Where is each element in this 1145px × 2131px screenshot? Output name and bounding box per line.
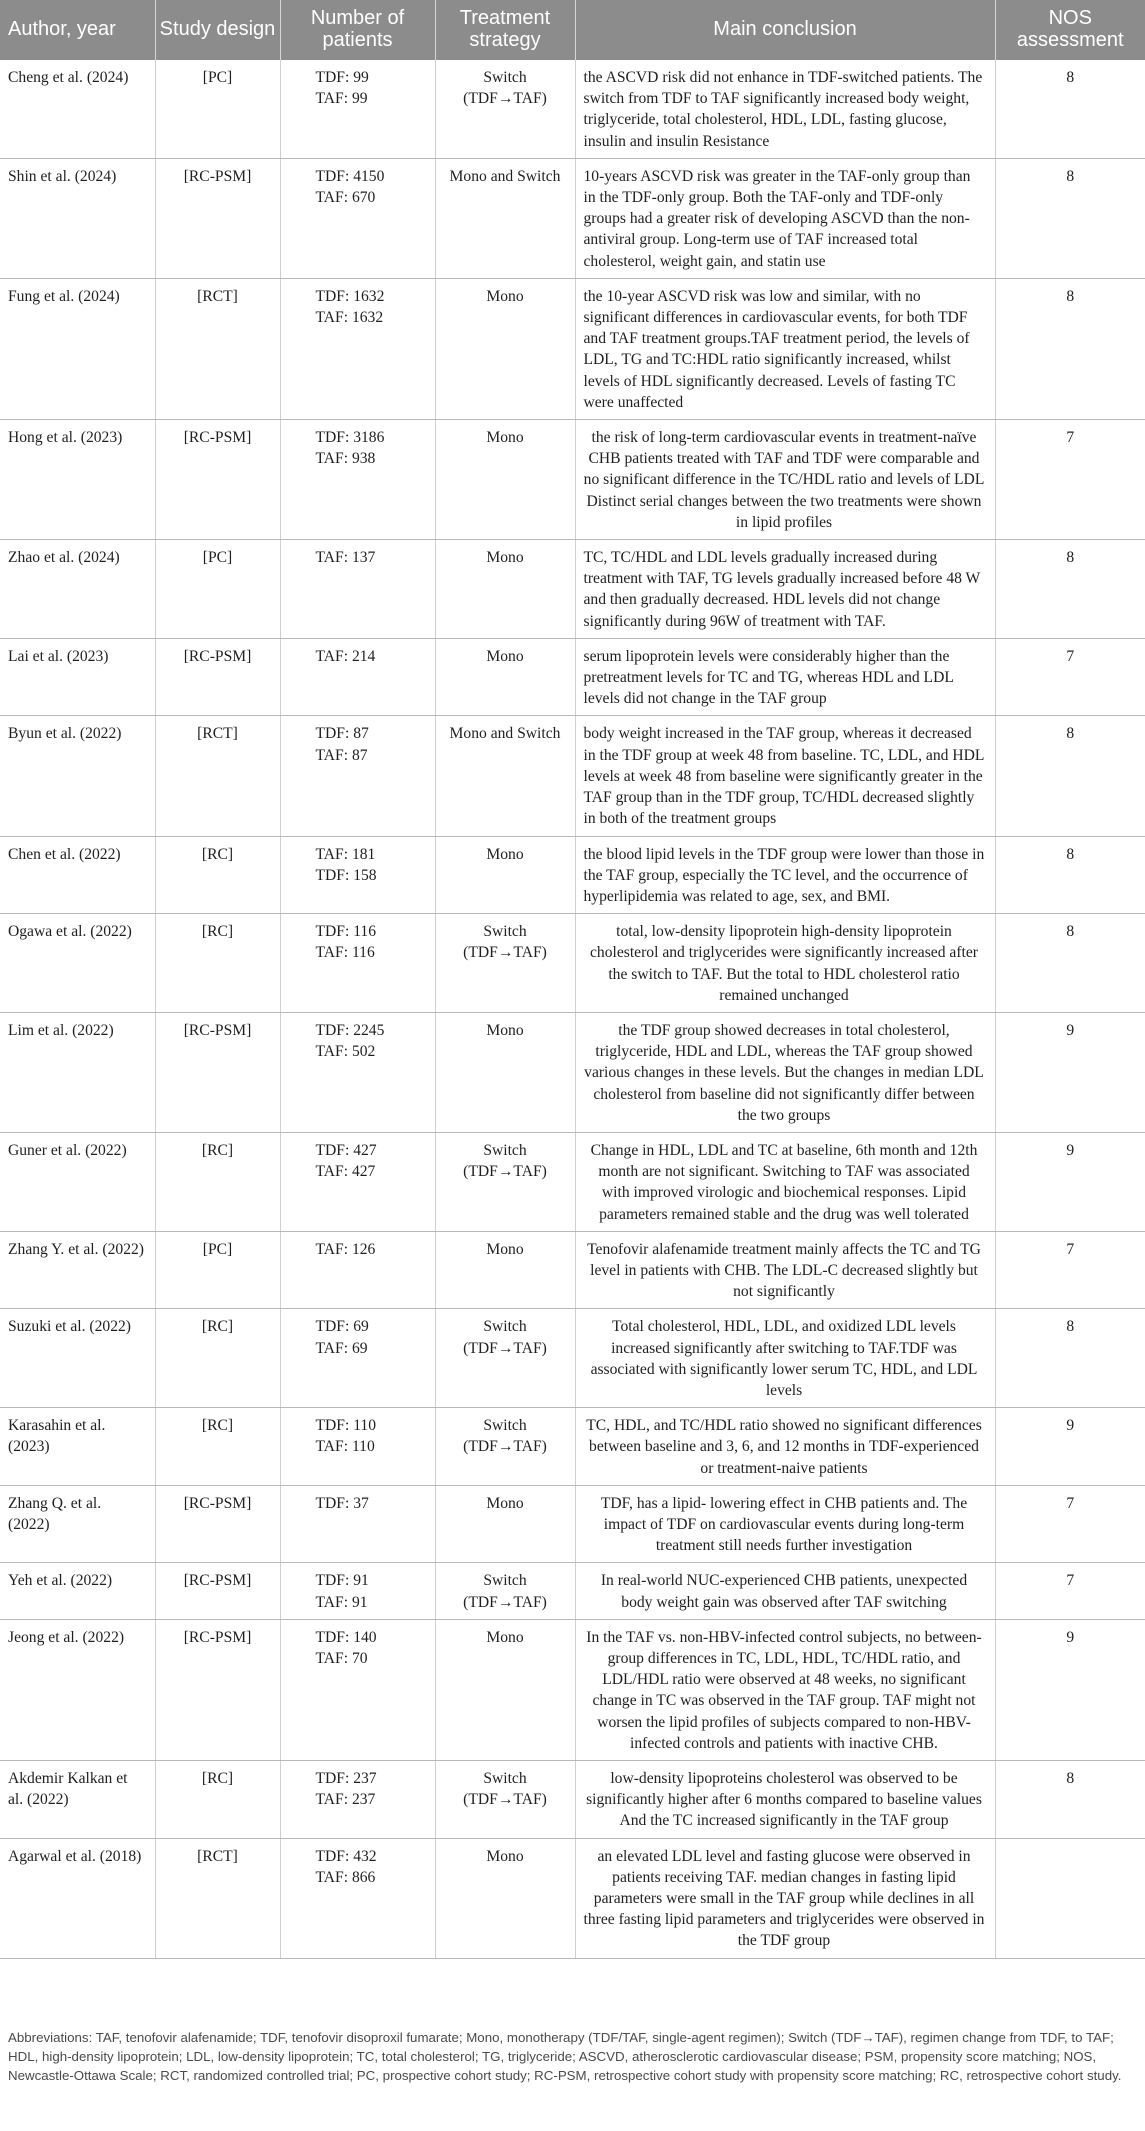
table-row	[0, 836, 1145, 914]
patient-count: TAF: 116	[315, 944, 375, 962]
cell-main-conclusion: TC, HDL, and TC/HDL ratio showed no significant differences between baseline and 3, 6, and 12 months in TDF-experienced or treatment-naive patients	[575, 1408, 995, 1486]
patient-count: TAF: 91	[315, 1593, 368, 1611]
table-row	[0, 1619, 1145, 1760]
cell-main-conclusion: low-density lipoproteins cholesterol was observed to be significantly higher after 6 months compared to baseline values And the TC increased significantly in the TAF group	[575, 1761, 995, 1839]
patient-count: TDF: 237	[315, 1770, 377, 1788]
header-author: Author, year	[0, 0, 155, 60]
table-row	[0, 1132, 1145, 1231]
cell-number-of-patients	[280, 1838, 435, 1958]
patient-count: TDF: 87	[315, 725, 369, 743]
cell-author: Guner et al. (2022)	[0, 1132, 155, 1231]
table-row	[0, 1012, 1145, 1132]
cell-main-conclusion: the TDF group showed decreases in total cholesterol, triglyceride, HDL and LDL, whereas the TAF group showed various changes in these levels. But the changes in median LDL cholesterol from baseline did not significantly differ between the two groups	[575, 1012, 995, 1132]
cell-treatment-strategy: Mono	[435, 278, 575, 419]
table-row	[0, 638, 1145, 716]
cell-treatment-strategy: Mono	[435, 420, 575, 540]
cell-treatment-strategy: Mono	[435, 1619, 575, 1760]
cell-author: Zhang Q. et al. (2022)	[0, 1485, 155, 1563]
cell-treatment-strategy: Mono	[435, 1012, 575, 1132]
cell-nos-assessment: 7	[995, 420, 1145, 540]
patient-count: TDF: 140	[315, 1628, 377, 1646]
cell-main-conclusion: serum lipoprotein levels were considerably higher than the pretreatment levels for TC and TG, whereas HDL and LDL levels did not change in the TAF group	[575, 638, 995, 716]
cell-number-of-patients	[280, 1485, 435, 1563]
patient-count: TAF: 99	[315, 90, 368, 108]
cell-study-design: [RC]	[155, 836, 280, 914]
cell-number-of-patients	[280, 278, 435, 419]
cell-main-conclusion: the blood lipid levels in the TDF group were lower than those in the TAF group, especially the TC level, and the occurrence of hyperlipidemia was related to age, sex, and BMI.	[575, 836, 995, 914]
patient-count: TDF: 99	[315, 69, 369, 86]
cell-number-of-patients	[280, 1012, 435, 1132]
patient-count: TAF: 181	[315, 845, 376, 863]
cell-main-conclusion: 10-years ASCVD risk was greater in the TAF-only group than in the TDF-only group. Both the TAF-only and TDF-only groups had a greater risk of developing ASCVD than the non-antiviral group. Long-term use of TAF increased total cholesterol, weight gain, and statin use	[575, 158, 995, 278]
patient-count: TDF: 432	[315, 1847, 377, 1865]
patient-count: TAF: 237	[315, 1791, 376, 1809]
cell-main-conclusion: an elevated LDL level and fasting glucose were observed in patients receiving TAF. median changes in fasting lipid parameters were small in the TAF group while declines in all three fasting lipid parameters and triglycerides were observed in the TDF group	[575, 1838, 995, 1958]
patient-count: TAF: 110	[315, 1438, 375, 1456]
cell-author: Lim et al. (2022)	[0, 1012, 155, 1132]
patient-count: TAF: 938	[315, 450, 376, 468]
cell-author: Jeong et al. (2022)	[0, 1619, 155, 1760]
cell-number-of-patients	[280, 420, 435, 540]
cell-author: Zhang Y. et al. (2022)	[0, 1231, 155, 1309]
cell-study-design: [RC-PSM]	[155, 158, 280, 278]
cell-author: Chen et al. (2022)	[0, 836, 155, 914]
cell-nos-assessment: 8	[995, 914, 1145, 1013]
cell-nos-assessment: 8	[995, 1761, 1145, 1839]
patient-count: TDF: 427	[315, 1141, 377, 1159]
patient-count: TAF: 502	[315, 1043, 376, 1061]
cell-number-of-patients	[280, 1619, 435, 1760]
cell-author: Hong et al. (2023)	[0, 420, 155, 540]
cell-main-conclusion: the 10-year ASCVD risk was low and similar, with no significant differences in cardiovascular events, for both TDF and TAF treatment groups.TAF treatment period, the levels of LDL, TG and TC:HDL ratio significantly increased, whilst levels of HDL significantly decreased. Levels of fasting TC were unaffected	[575, 278, 995, 419]
patient-count: TDF: 2245	[315, 1021, 385, 1039]
cell-study-design: [RC]	[155, 1309, 280, 1408]
cell-number-of-patients	[280, 1761, 435, 1839]
cell-nos-assessment: 8	[995, 716, 1145, 836]
table-row	[0, 1408, 1145, 1486]
cell-treatment-strategy: Mono	[435, 1231, 575, 1309]
cell-study-design: [RC]	[155, 1761, 280, 1839]
cell-nos-assessment: 9	[995, 1012, 1145, 1132]
cell-treatment-strategy: Switch (TDF→TAF)	[435, 1408, 575, 1486]
cell-study-design: [RCT]	[155, 1838, 280, 1958]
table-row	[0, 278, 1145, 419]
cell-number-of-patients	[280, 540, 435, 639]
patient-count: TAF: 69	[315, 1339, 368, 1357]
patient-count: TDF: 4150	[315, 167, 385, 185]
abbreviations-footnote: Abbreviations: TAF, tenofovir alafenamide; TDF, tenofovir disoproxil fumarate; Mono, monotherapy (TDF/TAF, single-agent regimen); Switch (TDF→TAF), regimen change from TDF, to TAF; HDL, high-density lipoprotein; LDL, low-density lipoprotein; TC, total cholesterol; TG, triglyceride; ASCVD, atherosclerotic cardiovascular disease; PSM, propensity score matching; NOS, Newcastle-Ottawa Scale; RCT, randomized controlled trial; PC, prospective cohort study; RC-PSM, retrospective cohort study with propensity score matching; RC, retrospective cohort study.	[8, 2030, 1122, 2083]
patient-count: TAF: 137	[315, 549, 376, 567]
cell-author: Shin et al. (2024)	[0, 158, 155, 278]
cell-study-design: [RC-PSM]	[155, 638, 280, 716]
cell-treatment-strategy: Mono	[435, 638, 575, 716]
patient-count: TAF: 126	[315, 1240, 376, 1258]
cell-study-design: [RC-PSM]	[155, 1563, 280, 1619]
cell-nos-assessment: 7	[995, 1485, 1145, 1563]
patient-count: TAF: 427	[315, 1163, 376, 1181]
cell-author: Ogawa et al. (2022)	[0, 914, 155, 1013]
header-study-design: Study design	[155, 0, 280, 60]
patient-count: TDF: 110	[315, 1417, 377, 1435]
cell-study-design: [RCT]	[155, 278, 280, 419]
cell-main-conclusion: In real-world NUC-experienced CHB patients, unexpected body weight gain was observed after TAF switching	[575, 1563, 995, 1619]
table-row	[0, 1485, 1145, 1563]
table-row	[0, 1563, 1145, 1619]
table-row	[0, 1838, 1145, 1958]
cell-study-design: [RC-PSM]	[155, 1012, 280, 1132]
table-row	[0, 420, 1145, 540]
cell-number-of-patients	[280, 60, 435, 158]
cell-treatment-strategy: Mono and Switch	[435, 716, 575, 836]
cell-nos-assessment: 8	[995, 278, 1145, 419]
cell-number-of-patients	[280, 836, 435, 914]
table-row	[0, 1761, 1145, 1839]
cell-number-of-patients	[280, 914, 435, 1013]
cell-study-design: [PC]	[155, 540, 280, 639]
patient-count: TAF: 866	[315, 1868, 376, 1886]
cell-treatment-strategy: Mono	[435, 836, 575, 914]
cell-study-design: [PC]	[155, 60, 280, 158]
table-row	[0, 540, 1145, 639]
cell-study-design: [RC-PSM]	[155, 1485, 280, 1563]
cell-nos-assessment: 8	[995, 158, 1145, 278]
cell-nos-assessment: 8	[995, 836, 1145, 914]
patient-count: TAF: 1632	[315, 309, 384, 327]
cell-study-design: [PC]	[155, 1231, 280, 1309]
cell-main-conclusion: Change in HDL, LDL and TC at baseline, 6th month and 12th month are not significant. Switching to TAF was associated with improved virologic and biochemical responses. Lipid parameters remained stable and the drug was well tolerated	[575, 1132, 995, 1231]
patient-count: TDF: 158	[315, 866, 377, 884]
cell-treatment-strategy: Mono	[435, 540, 575, 639]
cell-main-conclusion: Total cholesterol, HDL, LDL, and oxidized LDL levels increased significantly after switching to TAF.TDF was associated with significantly lower serum TC, HDL, and LDL levels	[575, 1309, 995, 1408]
cell-treatment-strategy: Switch (TDF→TAF)	[435, 914, 575, 1013]
patient-count: TDF: 116	[315, 923, 377, 941]
cell-study-design: [RCT]	[155, 716, 280, 836]
cell-number-of-patients	[280, 158, 435, 278]
cell-main-conclusion: TDF, has a lipid- lowering effect in CHB patients and. The impact of TDF on cardiovascular events during long-term treatment still needs further investigation	[575, 1485, 995, 1563]
table-row	[0, 914, 1145, 1013]
header-treatment-strategy: Treatment strategy	[435, 0, 575, 60]
header-number-of-patients: Number of patients	[280, 0, 435, 60]
cell-study-design: [RC-PSM]	[155, 1619, 280, 1760]
cell-author: Suzuki et al. (2022)	[0, 1309, 155, 1408]
cell-main-conclusion: the ASCVD risk did not enhance in TDF-switched patients. The switch from TDF to TAF significantly increased body weight, triglyceride, total cholesterol, HDL, LDL, fasting glucose, insulin and insulin Resistance	[575, 60, 995, 158]
patient-count: TAF: 70	[315, 1650, 368, 1667]
table-row	[0, 158, 1145, 278]
patient-count: TDF: 37	[315, 1494, 369, 1512]
cell-nos-assessment	[995, 1838, 1145, 1958]
cell-nos-assessment: 7	[995, 1563, 1145, 1619]
cell-treatment-strategy: Switch (TDF→TAF)	[435, 1132, 575, 1231]
cell-nos-assessment: 8	[995, 1309, 1145, 1408]
cell-treatment-strategy: Mono and Switch	[435, 158, 575, 278]
cell-number-of-patients	[280, 716, 435, 836]
table-header	[0, 0, 1145, 60]
cell-treatment-strategy: Mono	[435, 1485, 575, 1563]
cell-number-of-patients	[280, 1231, 435, 1309]
patient-count: TDF: 69	[315, 1318, 369, 1336]
patient-count: TAF: 87	[315, 746, 368, 764]
cell-author: Zhao et al. (2024)	[0, 540, 155, 639]
cell-author: Agarwal et al. (2018)	[0, 1838, 155, 1958]
cell-main-conclusion: total, low-density lipoprotein high-density lipoprotein cholesterol and triglycerides were significantly increased after the switch to TAF. But the total to HDL cholesterol ratio remained unchanged	[575, 914, 995, 1013]
cell-study-design: [RC-PSM]	[155, 420, 280, 540]
cell-number-of-patients	[280, 1132, 435, 1231]
cell-study-design: [RC]	[155, 1132, 280, 1231]
table-body	[0, 60, 1145, 1958]
patient-count: TDF: 1632	[315, 287, 385, 305]
cell-nos-assessment: 9	[995, 1132, 1145, 1231]
patient-count: TDF: 3186	[315, 429, 385, 447]
cell-main-conclusion: body weight increased in the TAF group, whereas it decreased in the TDF group at week 48 from baseline. TC, LDL, and HDL levels at week 48 from baseline were significantly greater in the TAF group than in the TDF group, TC/HDL decreased slightly in both of the treatment groups	[575, 716, 995, 836]
cell-treatment-strategy: Switch (TDF→TAF)	[435, 1563, 575, 1619]
table-row	[0, 60, 1145, 158]
cell-nos-assessment: 8	[995, 540, 1145, 639]
cell-author: Byun et al. (2022)	[0, 716, 155, 836]
cell-nos-assessment: 9	[995, 1408, 1145, 1486]
cell-nos-assessment: 7	[995, 1231, 1145, 1309]
cell-treatment-strategy: Mono	[435, 1838, 575, 1958]
cell-study-design: [RC]	[155, 1408, 280, 1486]
cell-author: Yeh et al. (2022)	[0, 1563, 155, 1619]
table-row	[0, 716, 1145, 836]
header-main-conclusion: Main conclusion	[575, 0, 995, 60]
patient-count: TDF: 91	[315, 1572, 369, 1590]
cell-nos-assessment: 7	[995, 638, 1145, 716]
table-row	[0, 1309, 1145, 1408]
header-nos-assessment: NOS assessment	[995, 0, 1145, 60]
cell-main-conclusion: the risk of long-term cardiovascular events in treatment-naïve CHB patients treated with TAF and TDF were comparable and no significant difference in the TC/HDL ratio and levels of LDL Distinct serial changes between the two treatments were shown in lipid profiles	[575, 420, 995, 540]
cell-number-of-patients	[280, 1408, 435, 1486]
cell-treatment-strategy: Switch (TDF→TAF)	[435, 1309, 575, 1408]
cell-nos-assessment: 9	[995, 1619, 1145, 1760]
cell-treatment-strategy: Switch (TDF→TAF)	[435, 1761, 575, 1839]
patient-count: TAF: 214	[315, 647, 376, 665]
cell-author: Cheng et al. (2024)	[0, 60, 155, 158]
cell-study-design: [RC]	[155, 914, 280, 1013]
cell-author: Akdemir Kalkan et al. (2022)	[0, 1761, 155, 1839]
cell-treatment-strategy: Switch (TDF→TAF)	[435, 60, 575, 158]
cell-nos-assessment: 8	[995, 60, 1145, 158]
cell-number-of-patients	[280, 1563, 435, 1619]
cell-main-conclusion: In the TAF vs. non-HBV-infected control subjects, no between-group differences in TC, LDL, HDL, TC/HDL ratio, and LDL/HDL ratio were observed at 48 weeks, no significant change in TC was observed in the TAF group. TAF might not worsen the lipid profiles of subjects compared to non-HBV-infected controls and patients with inactive CHB.	[575, 1619, 995, 1760]
cell-author: Fung et al. (2024)	[0, 278, 155, 419]
patient-count: TAF: 670	[315, 189, 376, 207]
cell-main-conclusion: Tenofovir alafenamide treatment mainly affects the TC and TG level in patients with CHB. The LDL-C decreased slightly but not significantly	[575, 1231, 995, 1309]
cell-number-of-patients	[280, 638, 435, 716]
cell-author: Karasahin et al. (2023)	[0, 1408, 155, 1486]
cell-number-of-patients	[280, 1309, 435, 1408]
cell-main-conclusion: TC, TC/HDL and LDL levels gradually increased during treatment with TAF, TG levels gradually increased before 48 W and then gradually decreased. HDL levels did not change significantly during 96W of treatment with TAF.	[575, 540, 995, 639]
table-row	[0, 1231, 1145, 1309]
cell-author: Lai et al. (2023)	[0, 638, 155, 716]
